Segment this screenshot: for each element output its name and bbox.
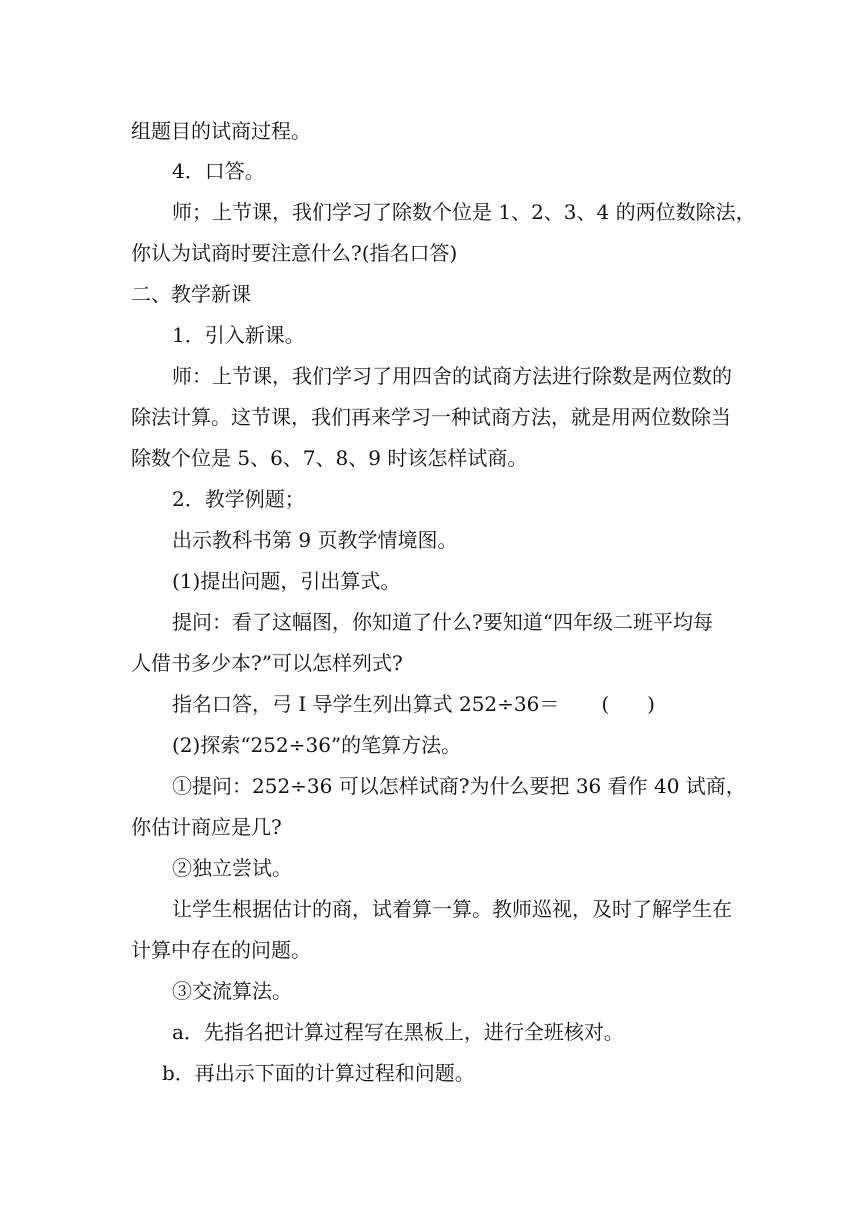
list-item-1: 1．引入新课。	[172, 323, 305, 347]
paragraph-line: 人借书多少本?”可以怎样列式?	[131, 651, 403, 675]
paragraph-line: ③交流算法。	[172, 979, 292, 1003]
paragraph-line: b．再出示下面的计算过程和问题。	[162, 1061, 475, 1085]
paragraph-line: 出示教科书第 9 页教学情境图。	[172, 528, 458, 552]
paragraph-line: 你认为试商时要注意什么?(指名口答)	[131, 241, 458, 265]
paragraph-line: 计算中存在的问题。	[131, 938, 311, 962]
paragraph-line: 你估计商应是几?	[131, 815, 282, 839]
paragraph-line: 让学生根据估计的商，试着算一算。教师巡视，及时了解学生在	[172, 897, 732, 921]
subheading-1: (1)提出问题，引出算式。	[172, 569, 401, 593]
paragraph-line: ①提问：252÷36 可以怎样试商?为什么要把 36 看作 40 试商，	[172, 774, 746, 798]
paragraph-line: 师；上节课，我们学习了除数个位是 1、2、3、4 的两位数除法，	[172, 200, 756, 224]
subheading-2: (2)探索“252÷36”的笔算方法。	[172, 733, 462, 757]
paragraph-line: a．先指名把计算过程写在黑板上，进行全班核对。	[172, 1020, 624, 1044]
left-parenthesis: (	[601, 692, 610, 716]
list-item-4: 4．口答。	[172, 159, 265, 183]
paragraph-line: 师：上节课，我们学习了用四舍的试商方法进行除数是两位数的	[172, 364, 732, 388]
paragraph-line: 除数个位是 5、6、7、8、9 时该怎样试商。	[131, 446, 528, 470]
equation-line	[172, 692, 655, 716]
paragraph-line: 组题目的试商过程。	[131, 119, 311, 143]
section-heading: 二、教学新课	[131, 282, 251, 306]
right-parenthesis: )	[647, 692, 655, 716]
paragraph-line: 除法计算。这节课，我们再来学习一种试商方法，就是用两位数除当	[131, 405, 731, 429]
equation-text: 指名口答，弓 I 导学生列出算式 252÷36＝	[172, 692, 560, 716]
list-item-2: 2．教学例题；	[172, 487, 305, 511]
paragraph-line: 提问：看了这幅图，你知道了什么?要知道“四年级二班平均每	[172, 610, 713, 634]
paragraph-line: ②独立尝试。	[172, 856, 292, 880]
